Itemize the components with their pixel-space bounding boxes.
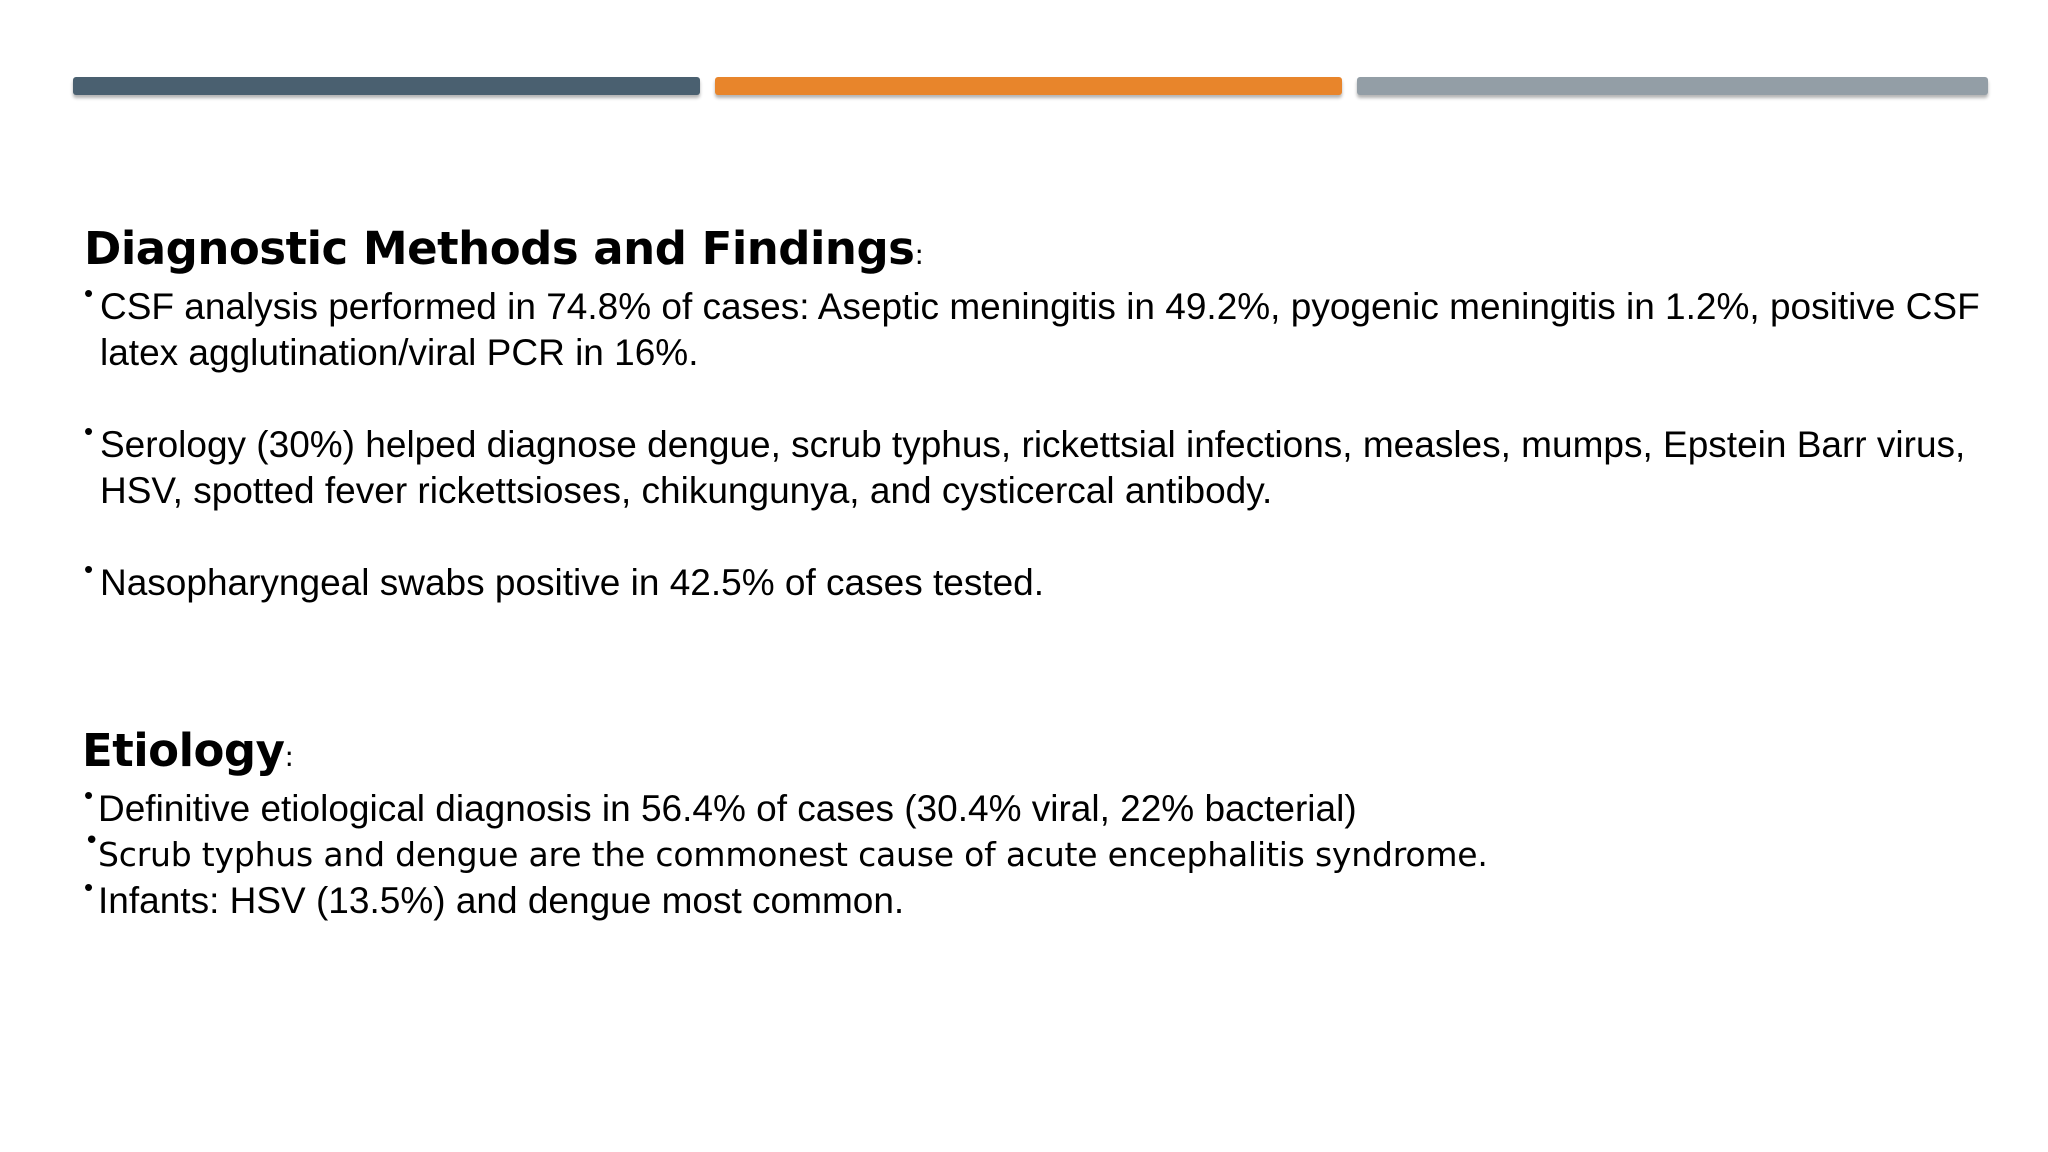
bullet-dot-icon: • [84,278,94,308]
bullet-text: CSF analysis performed in 74.8% of cases: Aseptic meningitis in 49.2%, pyogenic meningitis in 1.2%, positive CSF latex agglutination/viral PCR in 16%. [100,286,1980,373]
decorative-header-bars [73,77,1988,95]
bullet-dot-icon: • [84,826,100,856]
bullet-item [84,872,2004,924]
bullet-item [84,416,2004,514]
etiology-heading [82,722,2004,786]
etiology-section [84,722,2004,924]
bullet-dot-icon: • [84,872,94,902]
bullet-text: Nasopharyngeal swabs positive in 42.5% of cases tested. [100,562,1045,603]
bullet-text: Definitive etiological diagnosis in 56.4% of cases (30.4% viral, 22% bacterial) [98,788,1357,829]
diagnostic-section [84,220,2004,606]
header-bar-orange [715,77,1342,95]
bullet-dot-icon: • [84,780,94,810]
bullet-text: Serology (30%) helped diagnose dengue, scrub typhus, rickettsial infections, measles, mumps, Epstein Barr virus, HSV, spotted fever rickettsioses, chikungunya, and cysticercal antibody. [100,424,1966,511]
bullet-item [84,780,2004,832]
bullet-text: Scrub typhus and dengue are the commonest cause of acute encephalitis syndrome. [98,835,1488,874]
header-bar-gray [1357,77,1988,95]
diagnostic-heading-text: Diagnostic Methods and Findings [84,222,915,275]
bullet-dot-icon: • [84,554,94,584]
bullet-text: Infants: HSV (13.5%) and dengue most common. [98,880,905,921]
diagnostic-heading-colon: : [914,238,924,271]
header-bar-slate [73,77,700,95]
bullet-dot-icon: • [84,416,94,446]
bullet-item [84,554,2004,606]
bullet-item [84,278,2004,376]
etiology-heading-colon: : [284,740,294,773]
diagnostic-heading [84,220,2004,284]
etiology-heading-text: Etiology [82,724,285,777]
bullet-item [84,826,2004,878]
